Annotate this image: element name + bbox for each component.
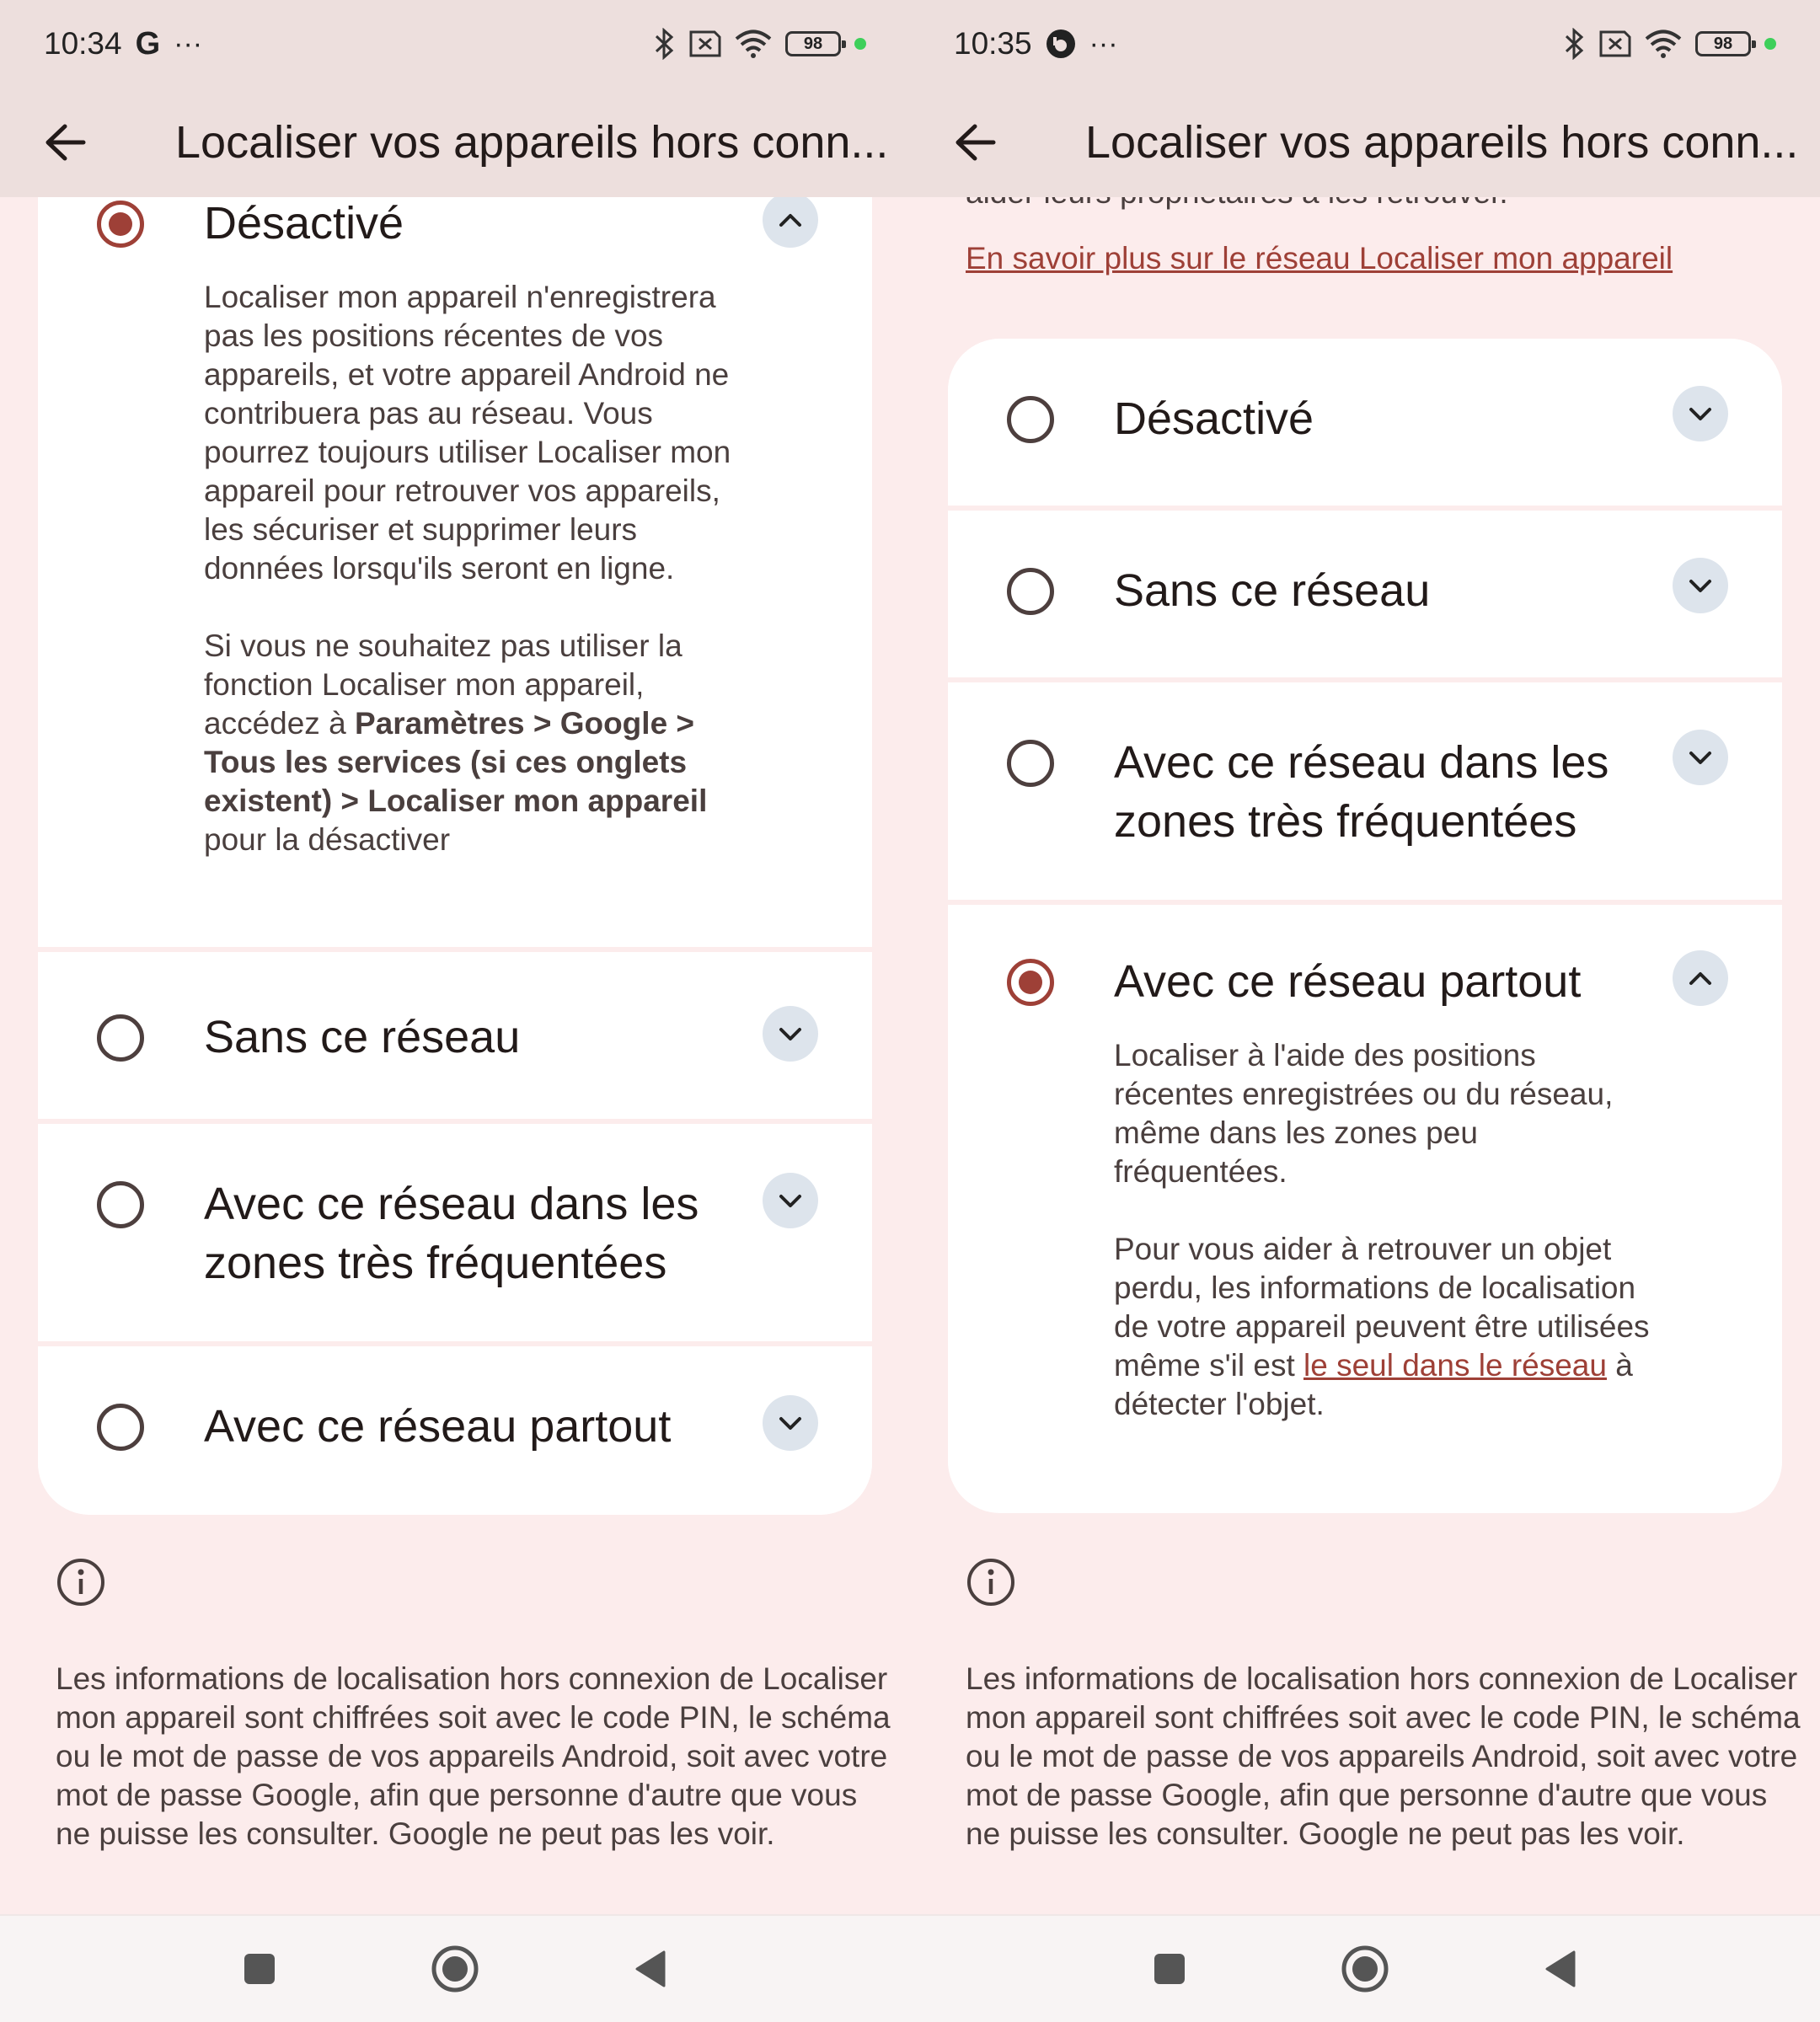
google-g-icon: G (135, 25, 161, 62)
sim-off-icon (1599, 30, 1631, 57)
option-label: Désactivé (1114, 393, 1314, 444)
radio-button[interactable] (1007, 740, 1054, 787)
sim-off-icon (689, 30, 721, 57)
status-bar (0, 0, 910, 88)
option-desactive[interactable] (38, 118, 872, 952)
battery-icon: 98 (785, 31, 841, 56)
right-screen (910, 0, 1820, 2022)
options-card (948, 339, 1782, 1513)
settings-path-text: Paramètres > Google > Tous les services (si ces onglets existent) > Localiser mon appareil (204, 706, 708, 818)
chevron-down-icon[interactable] (1673, 730, 1728, 785)
privacy-indicator-dot (1764, 38, 1776, 50)
description-text: pour la désactiver (204, 822, 451, 857)
chevron-down-icon[interactable] (1673, 386, 1728, 441)
status-time: 10:34 (44, 26, 122, 61)
description-text: Si vous ne souhaitez pas utiliser la fonction Localiser mon appareil, accédez à (204, 629, 682, 741)
radio-button-selected[interactable] (97, 201, 144, 248)
bluetooth-icon (1564, 28, 1586, 60)
description-paragraph-2 (1114, 1230, 1653, 1424)
option-label: Avec ce réseau dans les zones très fréquentées (204, 1179, 699, 1288)
wifi-icon (1645, 29, 1682, 58)
description-text: à détecter l'objet. (1114, 1348, 1633, 1421)
option-desactive[interactable] (948, 339, 1782, 511)
radio-button[interactable] (97, 1181, 144, 1228)
description-paragraph-1: Localiser à l'aide des positions récentes enregistrées ou du réseau, même dans les zones peu fréquentées. (1114, 1038, 1614, 1189)
more-notifications-icon: ··· (174, 27, 203, 60)
page-title: Localiser vos appareils hors conn... (175, 117, 889, 168)
option-zones-frequentees[interactable] (948, 682, 1782, 905)
description-text: Pour vous aider à retrouver un objet perdu, les informations de localisation de votre appareil peuvent être utilisées même s'il est (1114, 1232, 1650, 1383)
recents-icon[interactable] (230, 1939, 289, 1998)
chevron-up-icon[interactable] (1673, 950, 1728, 1006)
radio-button[interactable] (97, 1404, 144, 1451)
option-label: Avec ce réseau partout (204, 1401, 672, 1452)
back-arrow-icon[interactable] (942, 109, 1009, 176)
home-icon[interactable] (426, 1939, 484, 1998)
option-zones-frequentees[interactable] (38, 1124, 872, 1346)
recents-icon[interactable] (1140, 1939, 1199, 1998)
back-nav-icon[interactable] (621, 1939, 680, 1998)
network-only-link[interactable]: le seul dans le réseau (1303, 1348, 1607, 1383)
back-nav-icon[interactable] (1531, 1939, 1590, 1998)
radio-button[interactable] (1007, 568, 1054, 615)
option-partout[interactable] (948, 905, 1782, 1503)
bluetooth-icon (654, 28, 676, 60)
status-time: 10:35 (954, 26, 1032, 61)
learn-more-link[interactable]: En savoir plus sur le réseau Localiser mon appareil (966, 241, 1673, 275)
chevron-down-icon[interactable] (763, 1395, 818, 1451)
option-label: Avec ce réseau dans les zones très fréquentées (1114, 737, 1609, 847)
navigation-bar (0, 1914, 910, 2022)
description-paragraph-1: Localiser mon appareil n'enregistrera pas les positions récentes de vos appareils, et votre appareil Android ne contribuera pas au réseau. Vous pourrez toujours utiliser Localiser mon appareil pour retrouver vos appareils, les sécuriser et supprimer leurs données lorsqu'ils seront en ligne. (204, 280, 731, 586)
app-bar (910, 88, 1820, 197)
option-label: Avec ce réseau partout (1114, 956, 1582, 1007)
option-sans-ce-reseau[interactable] (38, 952, 872, 1124)
encryption-info-text: Les informations de localisation hors connexion de Localiser mon appareil sont chiffrées soit avec le code PIN, le schéma ou le mot de passe de vos appareils Android, soit avec votre mot de passe Google, afin que personne d'autre que vous ne puisse les consulter. Google ne peut pas les voir. (56, 1661, 891, 1851)
option-partout[interactable] (38, 1346, 872, 1515)
wifi-icon (735, 29, 772, 58)
app-notification-icon (1046, 29, 1076, 59)
option-description (204, 278, 752, 859)
radio-button-selected[interactable] (1007, 959, 1054, 1006)
chevron-down-icon[interactable] (763, 1173, 818, 1228)
info-icon (56, 1557, 106, 1612)
battery-icon: 98 (1695, 31, 1751, 56)
home-icon[interactable] (1336, 1939, 1394, 1998)
back-arrow-icon[interactable] (32, 109, 99, 176)
chevron-up-icon[interactable] (763, 192, 818, 248)
option-label: Sans ce réseau (204, 1012, 521, 1062)
option-label: Désactivé (204, 198, 404, 249)
info-icon (966, 1557, 1016, 1612)
more-notifications-icon: ··· (1089, 27, 1118, 60)
privacy-indicator-dot (854, 38, 866, 50)
chevron-down-icon[interactable] (1673, 558, 1728, 613)
description-paragraph-2 (204, 627, 752, 859)
page-title: Localiser vos appareils hors conn... (1085, 117, 1799, 168)
chevron-down-icon[interactable] (763, 1006, 818, 1062)
option-label: Sans ce réseau (1114, 565, 1431, 616)
navigation-bar (910, 1914, 1820, 2022)
radio-button[interactable] (97, 1014, 144, 1062)
status-bar (910, 0, 1820, 88)
app-bar (0, 88, 910, 197)
encryption-info-text: Les informations de localisation hors connexion de Localiser mon appareil sont chiffrées soit avec le code PIN, le schéma ou le mot de passe de vos appareils Android, soit avec votre mot de passe Google, afin que personne d'autre que vous ne puisse les consulter. Google ne peut pas les voir. (966, 1661, 1801, 1851)
options-card (38, 118, 872, 1515)
option-description (1114, 1036, 1653, 1424)
option-sans-ce-reseau[interactable] (948, 511, 1782, 682)
radio-button[interactable] (1007, 396, 1054, 443)
